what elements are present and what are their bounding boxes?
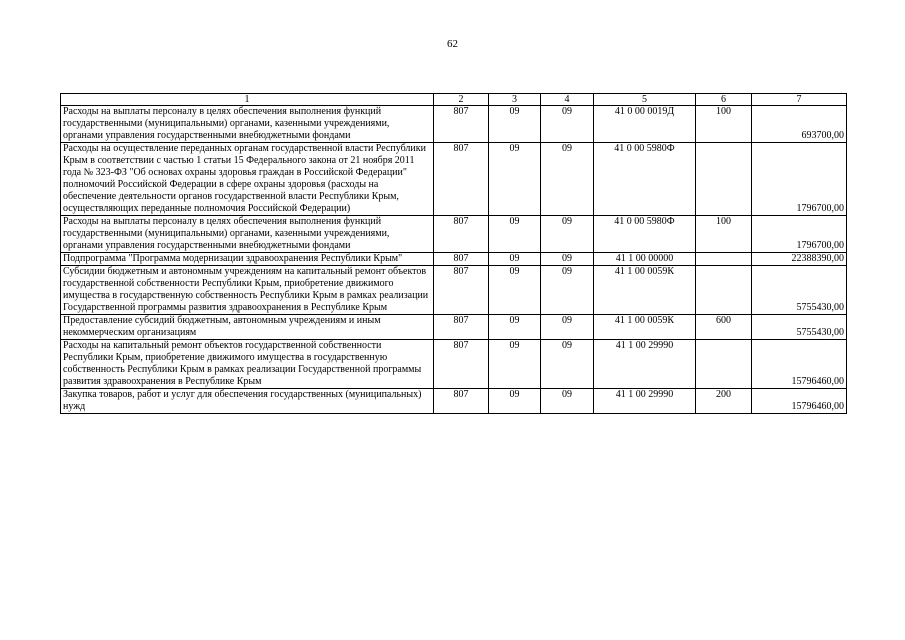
row-vr	[696, 143, 752, 216]
column-header: 3	[489, 94, 541, 106]
row-sum: 1796700,00	[752, 143, 847, 216]
row-vr: 600	[696, 315, 752, 340]
row-rz: 09	[489, 106, 541, 143]
row-csr: 41 0 00 5980Ф	[594, 216, 696, 253]
row-sum: 1796700,00	[752, 216, 847, 253]
row-grbs: 807	[434, 389, 489, 414]
table-row	[61, 106, 847, 143]
row-vr	[696, 266, 752, 315]
row-pr: 09	[541, 143, 594, 216]
row-sum: 693700,00	[752, 106, 847, 143]
row-vr	[696, 253, 752, 266]
column-header: 5	[594, 94, 696, 106]
row-sum: 5755430,00	[752, 266, 847, 315]
row-vr: 100	[696, 106, 752, 143]
row-sum: 22388390,00	[752, 253, 847, 266]
row-grbs: 807	[434, 340, 489, 389]
row-csr: 41 1 00 0059К	[594, 315, 696, 340]
row-description: Предоставление субсидий бюджетным, автономным учреждениям и иным некоммерческим организациям	[61, 315, 434, 340]
row-csr: 41 1 00 0059К	[594, 266, 696, 315]
row-description: Расходы на выплаты персоналу в целях обеспечения выполнения функций государственными (муниципальными) органами, казенными учреждениями, органами управления государственными внебюджетными фондами	[61, 216, 434, 253]
column-header: 2	[434, 94, 489, 106]
row-pr: 09	[541, 315, 594, 340]
row-grbs: 807	[434, 253, 489, 266]
row-description: Расходы на выплаты персоналу в целях обеспечения выполнения функций государственными (муниципальными) органами, казенными учреждениями, органами управления государственными внебюджетными фондами	[61, 106, 434, 143]
row-grbs: 807	[434, 266, 489, 315]
row-csr: 41 1 00 29990	[594, 389, 696, 414]
row-vr	[696, 340, 752, 389]
table-row	[61, 266, 847, 315]
page-number: 62	[447, 38, 458, 50]
header-row	[61, 94, 847, 106]
row-pr: 09	[541, 340, 594, 389]
budget-table	[60, 93, 847, 414]
column-header: 1	[61, 94, 434, 106]
row-rz: 09	[489, 216, 541, 253]
row-description: Расходы на осуществление переданных органам государственной власти Республики Крым в соответствии с частью 1 статьи 15 Федерального закона от 21 ноября 2011 года № 323-ФЗ "Об основах охраны здоровья граждан в Российской Федерации" полномочий Российской Федерации в сфере охраны здоровья (расходы на обеспечение деятельности органов государственной власти Республики Крым, осуществляющих переданные полномочия Российской Федерации)	[61, 143, 434, 216]
row-sum: 15796460,00	[752, 340, 847, 389]
row-pr: 09	[541, 216, 594, 253]
row-description: Закупка товаров, работ и услуг для обеспечения государственных (муниципальных) нужд	[61, 389, 434, 414]
row-description: Подпрограмма "Программа модернизации здравоохранения Республики Крым"	[61, 253, 434, 266]
row-pr: 09	[541, 253, 594, 266]
table-row	[61, 253, 847, 266]
row-description: Субсидии бюджетным и автономным учреждениям на капитальный ремонт объектов государственной собственности Республики Крым, приобретение движимого имущества в государственную собственность Республики Крым в рамках реализации Государственной программы развития здравоохранения в Республике Крым	[61, 266, 434, 315]
table-row	[61, 143, 847, 216]
row-csr: 41 0 00 0019Д	[594, 106, 696, 143]
row-vr: 100	[696, 216, 752, 253]
row-pr: 09	[541, 266, 594, 315]
row-sum: 15796460,00	[752, 389, 847, 414]
row-csr: 41 0 00 5980Ф	[594, 143, 696, 216]
row-vr: 200	[696, 389, 752, 414]
row-rz: 09	[489, 143, 541, 216]
row-grbs: 807	[434, 143, 489, 216]
row-grbs: 807	[434, 315, 489, 340]
row-csr: 41 1 00 29990	[594, 340, 696, 389]
row-grbs: 807	[434, 216, 489, 253]
row-rz: 09	[489, 266, 541, 315]
table-row	[61, 389, 847, 414]
row-rz: 09	[489, 389, 541, 414]
table-row	[61, 315, 847, 340]
row-sum: 5755430,00	[752, 315, 847, 340]
column-header: 4	[541, 94, 594, 106]
row-rz: 09	[489, 253, 541, 266]
row-description: Расходы на капитальный ремонт объектов государственной собственности Республики Крым, приобретение движимого имущества в государственную собственность Республики Крым в рамках реализации Государственной программы развития здравоохранения в Республике Крым	[61, 340, 434, 389]
row-pr: 09	[541, 106, 594, 143]
row-csr: 41 1 00 00000	[594, 253, 696, 266]
row-rz: 09	[489, 315, 541, 340]
row-rz: 09	[489, 340, 541, 389]
column-header: 6	[696, 94, 752, 106]
table-row	[61, 216, 847, 253]
row-pr: 09	[541, 389, 594, 414]
column-header: 7	[752, 94, 847, 106]
row-grbs: 807	[434, 106, 489, 143]
table-row	[61, 340, 847, 389]
